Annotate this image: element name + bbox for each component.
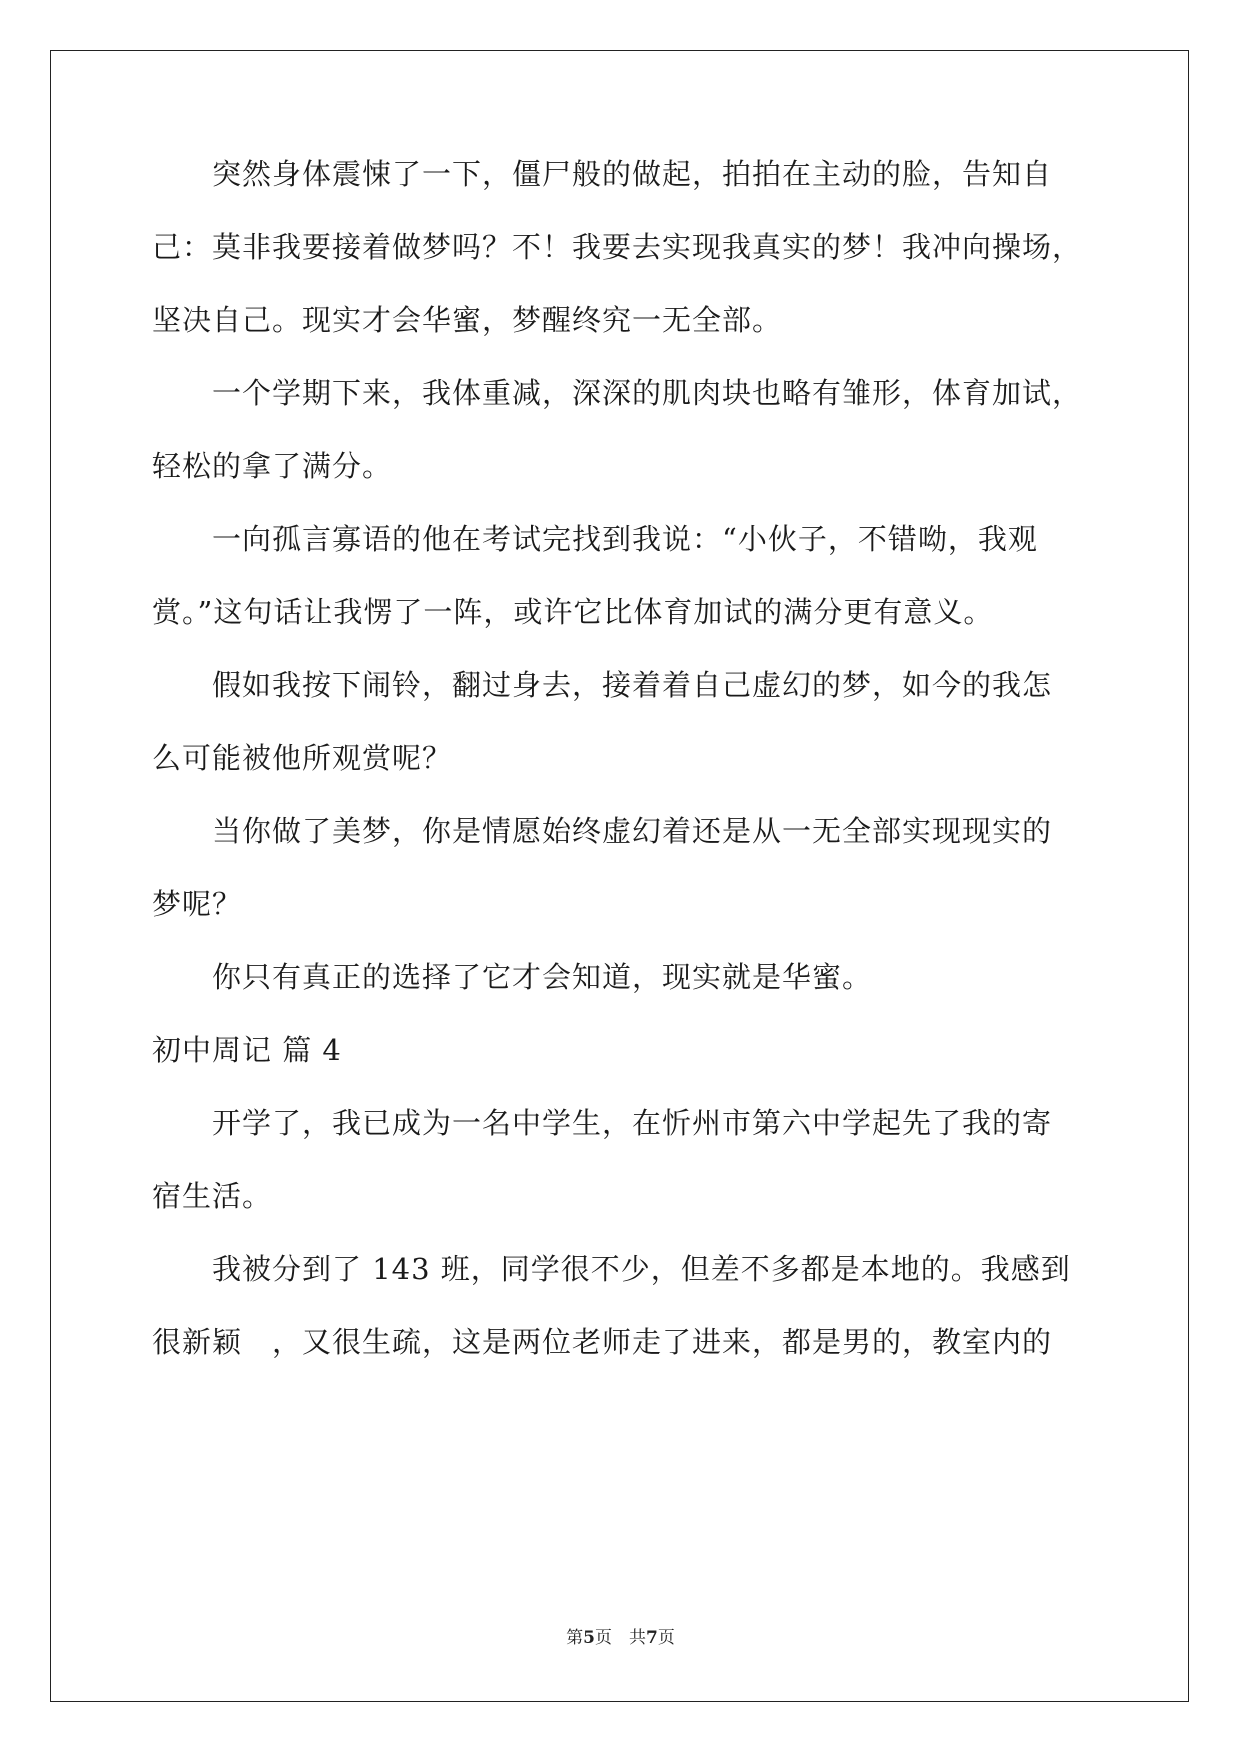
footer-prefix: 第: [566, 1628, 584, 1648]
text-line: 一向孤言寡语的他在考试完找到我说：“小伙子，不错呦，我观: [152, 522, 1038, 556]
text-line: 己：莫非我要接着做梦吗？不！我要去实现我真实的梦！我冲向操场，: [152, 230, 1083, 264]
text-line: 开学了，我已成为一名中学生，在忻州市第六中学起先了我的寄: [152, 1106, 1053, 1140]
total-page-number: 7: [646, 1628, 658, 1648]
text-line: 很新颖 ，又很生疏，这是两位老师走了进来，都是男的，教室内的: [152, 1325, 1053, 1359]
text-line: 轻松的拿了满分。: [152, 449, 393, 483]
text-line: 你只有真正的选择了它才会知道，现实就是华蜜。: [152, 960, 873, 994]
page-border: [50, 50, 1189, 1702]
text-line: 坚决自己。现实才会华蜜，梦醒终究一无全部。: [152, 303, 783, 337]
text-line: 我被分到了 143 班，同学很不少，但差不多都是本地的。我感到: [152, 1252, 1071, 1286]
text-line: 梦呢？: [152, 887, 243, 921]
text-line: 突然身体震悚了一下，僵尸般的做起，拍拍在主动的脸，告知自: [152, 157, 1053, 191]
text-line: 么可能被他所观赏呢？: [152, 741, 453, 775]
footer-mid: 页 共: [595, 1628, 646, 1648]
text-line: 宿生活。: [152, 1179, 273, 1213]
page-footer: [0, 1623, 1241, 1648]
text-line: 赏。”这句话让我愣了一阵，或许它比体育加试的满分更有意义。: [152, 595, 994, 629]
current-page-number: 5: [583, 1628, 595, 1648]
section-heading: 初中周记 篇 4: [152, 1033, 342, 1067]
text-line: 假如我按下闹铃，翻过身去，接着着自己虚幻的梦，如今的我怎: [152, 668, 1053, 702]
footer-suffix: 页: [657, 1628, 675, 1648]
text-line: 一个学期下来，我体重减，深深的肌肉块也略有雏形，体育加试，: [152, 376, 1083, 410]
text-line: 当你做了美梦，你是情愿始终虚幻着还是从一无全部实现现实的: [152, 814, 1053, 848]
